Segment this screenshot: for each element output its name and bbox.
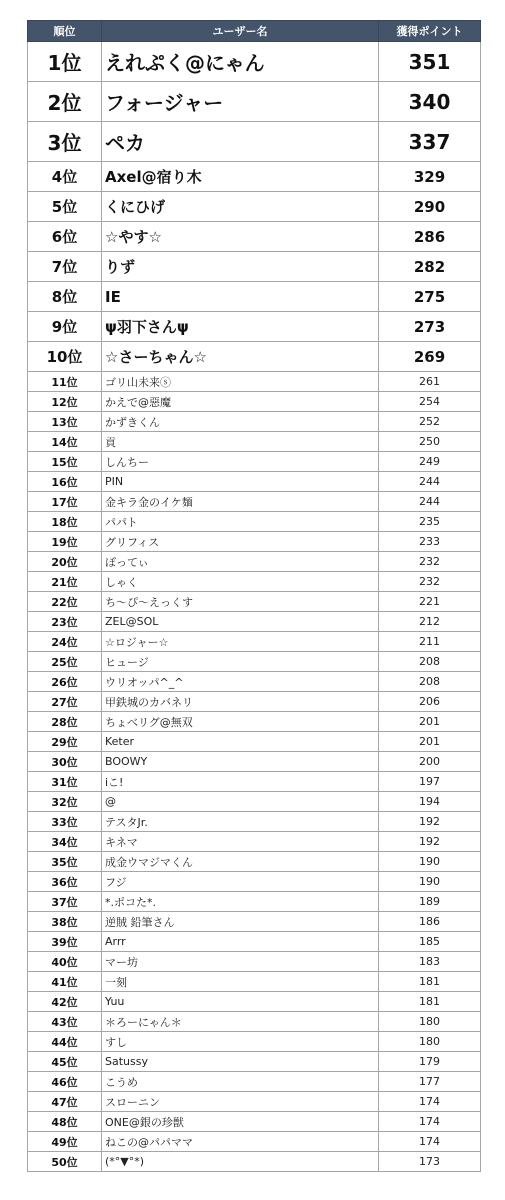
- rank-cell: 11位: [28, 372, 102, 392]
- username-cell: マー坊: [102, 952, 379, 972]
- username-cell: Arrr: [102, 932, 379, 952]
- username-cell: りず: [102, 252, 379, 282]
- username-cell: キネマ: [102, 832, 379, 852]
- rank-cell: 38位: [28, 912, 102, 932]
- rank-cell: 2位: [28, 82, 102, 122]
- table-row: [28, 222, 481, 252]
- username-cell: ヒュージ: [102, 652, 379, 672]
- table-row: [28, 372, 481, 392]
- rank-cell: 43位: [28, 1012, 102, 1032]
- table-row: [28, 892, 481, 912]
- username-cell: ZEL@SOL: [102, 612, 379, 632]
- table-row: [28, 772, 481, 792]
- rank-cell: 36位: [28, 872, 102, 892]
- username-cell: Axel@宿り木: [102, 162, 379, 192]
- rank-cell: 9位: [28, 312, 102, 342]
- username-cell: ＊ろーにゃん＊: [102, 1012, 379, 1032]
- username-cell: くにひげ: [102, 192, 379, 222]
- points-cell: 252: [379, 412, 481, 432]
- username-cell: @: [102, 792, 379, 812]
- rank-cell: 16位: [28, 472, 102, 492]
- points-cell: 177: [379, 1072, 481, 1092]
- rank-cell: 31位: [28, 772, 102, 792]
- username-cell: グリフィス: [102, 532, 379, 552]
- rank-cell: 1位: [28, 42, 102, 82]
- username-cell: BOOWY: [102, 752, 379, 772]
- points-cell: 351: [379, 42, 481, 82]
- table-row: [28, 832, 481, 852]
- rank-cell: 50位: [28, 1152, 102, 1172]
- rank-cell: 18位: [28, 512, 102, 532]
- points-cell: 221: [379, 592, 481, 612]
- points-cell: 183: [379, 952, 481, 972]
- rank-cell: 27位: [28, 692, 102, 712]
- rank-cell: 17位: [28, 492, 102, 512]
- rank-cell: 32位: [28, 792, 102, 812]
- username-cell: 貢: [102, 432, 379, 452]
- table-row: [28, 692, 481, 712]
- ranking-table-body: [28, 42, 481, 1172]
- rank-cell: 35位: [28, 852, 102, 872]
- table-row: [28, 912, 481, 932]
- username-cell: Keter: [102, 732, 379, 752]
- username-cell: ペカ: [102, 122, 379, 162]
- username-cell: ち～ぴ～えっくす: [102, 592, 379, 612]
- rank-cell: 15位: [28, 452, 102, 472]
- table-row: [28, 1152, 481, 1172]
- table-row: [28, 992, 481, 1012]
- rank-cell: 24位: [28, 632, 102, 652]
- rank-cell: 7位: [28, 252, 102, 282]
- username-cell: 成金ウマジマくん: [102, 852, 379, 872]
- username-cell: PIN: [102, 472, 379, 492]
- username-cell: すし: [102, 1032, 379, 1052]
- header-username: ユーザー名: [102, 21, 379, 42]
- rank-cell: 33位: [28, 812, 102, 832]
- rank-cell: 20位: [28, 552, 102, 572]
- table-row: [28, 872, 481, 892]
- points-cell: 206: [379, 692, 481, 712]
- points-cell: 269: [379, 342, 481, 372]
- table-row: [28, 792, 481, 812]
- points-cell: 212: [379, 612, 481, 632]
- rank-cell: 12位: [28, 392, 102, 412]
- rank-cell: 45位: [28, 1052, 102, 1072]
- rank-cell: 44位: [28, 1032, 102, 1052]
- points-cell: 337: [379, 122, 481, 162]
- rank-cell: 40位: [28, 952, 102, 972]
- rank-cell: 49位: [28, 1132, 102, 1152]
- table-row: [28, 1012, 481, 1032]
- table-row: [28, 1092, 481, 1112]
- username-cell: ゴリ山未来ⓢ: [102, 372, 379, 392]
- points-cell: 197: [379, 772, 481, 792]
- table-row: [28, 632, 481, 652]
- table-row: [28, 532, 481, 552]
- points-cell: 275: [379, 282, 481, 312]
- username-cell: 一刻: [102, 972, 379, 992]
- rank-cell: 28位: [28, 712, 102, 732]
- points-cell: 208: [379, 672, 481, 692]
- username-cell: (*°▼°*): [102, 1152, 379, 1172]
- table-row: [28, 252, 481, 282]
- username-cell: ☆さーちゃん☆: [102, 342, 379, 372]
- points-cell: 261: [379, 372, 481, 392]
- table-row: [28, 342, 481, 372]
- table-header-row: [28, 21, 481, 42]
- rank-cell: 14位: [28, 432, 102, 452]
- rank-cell: 25位: [28, 652, 102, 672]
- points-cell: 201: [379, 732, 481, 752]
- table-row: [28, 432, 481, 452]
- username-cell: ウリオッパ^_^: [102, 672, 379, 692]
- points-cell: 174: [379, 1132, 481, 1152]
- username-cell: Satussy: [102, 1052, 379, 1072]
- points-cell: 180: [379, 1032, 481, 1052]
- table-row: [28, 1072, 481, 1092]
- rank-cell: 41位: [28, 972, 102, 992]
- points-cell: 273: [379, 312, 481, 342]
- points-cell: 201: [379, 712, 481, 732]
- rank-cell: 19位: [28, 532, 102, 552]
- table-row: [28, 612, 481, 632]
- table-row: [28, 652, 481, 672]
- table-row: [28, 852, 481, 872]
- rank-cell: 5位: [28, 192, 102, 222]
- points-cell: 200: [379, 752, 481, 772]
- table-row: [28, 972, 481, 992]
- username-cell: ψ羽下さんψ: [102, 312, 379, 342]
- table-row: [28, 512, 481, 532]
- table-row: [28, 122, 481, 162]
- username-cell: ☆ロジャー☆: [102, 632, 379, 652]
- table-row: [28, 312, 481, 342]
- rank-cell: 10位: [28, 342, 102, 372]
- username-cell: テスタJr.: [102, 812, 379, 832]
- rank-cell: 4位: [28, 162, 102, 192]
- username-cell: フジ: [102, 872, 379, 892]
- rank-cell: 23位: [28, 612, 102, 632]
- points-cell: 244: [379, 492, 481, 512]
- table-row: [28, 42, 481, 82]
- username-cell: 金キラ金のイケ麺: [102, 492, 379, 512]
- points-cell: 232: [379, 552, 481, 572]
- rank-cell: 47位: [28, 1092, 102, 1112]
- table-row: [28, 1052, 481, 1072]
- table-row: [28, 282, 481, 312]
- username-cell: ねこの@パパママ: [102, 1132, 379, 1152]
- points-cell: 181: [379, 972, 481, 992]
- username-cell: *.ポコた*.: [102, 892, 379, 912]
- rank-cell: 21位: [28, 572, 102, 592]
- username-cell: 逆賊 鉛筆さん: [102, 912, 379, 932]
- table-row: [28, 952, 481, 972]
- username-cell: 甲鉄城のカバネリ: [102, 692, 379, 712]
- table-row: [28, 452, 481, 472]
- username-cell: スローニン: [102, 1092, 379, 1112]
- table-row: [28, 1132, 481, 1152]
- username-cell: しゃく: [102, 572, 379, 592]
- username-cell: ちょべリグ@無双: [102, 712, 379, 732]
- points-cell: 180: [379, 1012, 481, 1032]
- username-cell: かずきくん: [102, 412, 379, 432]
- rank-cell: 3位: [28, 122, 102, 162]
- points-cell: 286: [379, 222, 481, 252]
- points-cell: 233: [379, 532, 481, 552]
- rank-cell: 26位: [28, 672, 102, 692]
- table-row: [28, 472, 481, 492]
- points-cell: 190: [379, 852, 481, 872]
- table-row: [28, 1112, 481, 1132]
- table-row: [28, 932, 481, 952]
- username-cell: しんちー: [102, 452, 379, 472]
- username-cell: パパト: [102, 512, 379, 532]
- points-cell: 249: [379, 452, 481, 472]
- table-row: [28, 752, 481, 772]
- username-cell: ☆やす☆: [102, 222, 379, 252]
- points-cell: 282: [379, 252, 481, 282]
- points-cell: 185: [379, 932, 481, 952]
- ranking-table: [27, 20, 481, 1172]
- table-row: [28, 712, 481, 732]
- rank-cell: 8位: [28, 282, 102, 312]
- rank-cell: 30位: [28, 752, 102, 772]
- points-cell: 340: [379, 82, 481, 122]
- rank-cell: 39位: [28, 932, 102, 952]
- rank-cell: 48位: [28, 1112, 102, 1132]
- username-cell: こうめ: [102, 1072, 379, 1092]
- ranking-table-container: [27, 20, 480, 1172]
- table-row: [28, 492, 481, 512]
- points-cell: 186: [379, 912, 481, 932]
- points-cell: 208: [379, 652, 481, 672]
- table-row: [28, 1032, 481, 1052]
- points-cell: 254: [379, 392, 481, 412]
- points-cell: 329: [379, 162, 481, 192]
- rank-cell: 22位: [28, 592, 102, 612]
- table-row: [28, 592, 481, 612]
- header-points: 獲得ポイント: [379, 21, 481, 42]
- rank-cell: 6位: [28, 222, 102, 252]
- username-cell: ぽってぃ: [102, 552, 379, 572]
- table-row: [28, 552, 481, 572]
- username-cell: フォージャー: [102, 82, 379, 122]
- points-cell: 192: [379, 832, 481, 852]
- points-cell: 192: [379, 812, 481, 832]
- username-cell: IE: [102, 282, 379, 312]
- points-cell: 194: [379, 792, 481, 812]
- header-rank: 順位: [28, 21, 102, 42]
- points-cell: 190: [379, 872, 481, 892]
- table-row: [28, 412, 481, 432]
- table-row: [28, 162, 481, 192]
- table-row: [28, 82, 481, 122]
- points-cell: 179: [379, 1052, 481, 1072]
- table-row: [28, 572, 481, 592]
- table-row: [28, 192, 481, 222]
- table-row: [28, 672, 481, 692]
- rank-cell: 13位: [28, 412, 102, 432]
- points-cell: 173: [379, 1152, 481, 1172]
- username-cell: かえで@惡魔: [102, 392, 379, 412]
- username-cell: ONE@銀の珍獣: [102, 1112, 379, 1132]
- points-cell: 174: [379, 1112, 481, 1132]
- points-cell: 181: [379, 992, 481, 1012]
- table-row: [28, 392, 481, 412]
- table-row: [28, 812, 481, 832]
- points-cell: 250: [379, 432, 481, 452]
- rank-cell: 42位: [28, 992, 102, 1012]
- table-row: [28, 732, 481, 752]
- points-cell: 235: [379, 512, 481, 532]
- points-cell: 211: [379, 632, 481, 652]
- username-cell: Yuu: [102, 992, 379, 1012]
- points-cell: 174: [379, 1092, 481, 1112]
- points-cell: 244: [379, 472, 481, 492]
- rank-cell: 37位: [28, 892, 102, 912]
- points-cell: 232: [379, 572, 481, 592]
- username-cell: iこ!: [102, 772, 379, 792]
- rank-cell: 29位: [28, 732, 102, 752]
- username-cell: えれぷく@にゃん: [102, 42, 379, 82]
- rank-cell: 46位: [28, 1072, 102, 1092]
- points-cell: 290: [379, 192, 481, 222]
- rank-cell: 34位: [28, 832, 102, 852]
- points-cell: 189: [379, 892, 481, 912]
